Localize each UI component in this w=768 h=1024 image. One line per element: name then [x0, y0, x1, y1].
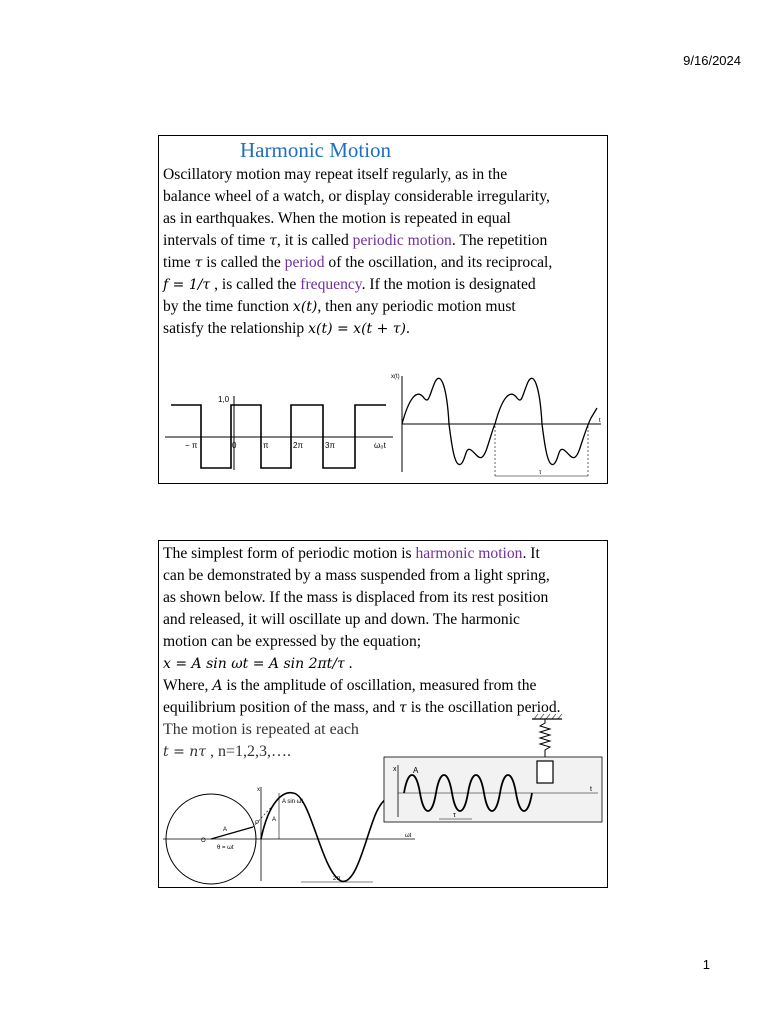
text-run: can be demonstrated by a mass suspended from a light spring,	[163, 567, 550, 584]
term-periodic-motion: periodic motion	[352, 232, 452, 249]
text-line	[163, 565, 605, 587]
math-periodic-relation: x(t) = x(t + τ)	[308, 321, 406, 337]
square-wave-figure	[161, 368, 401, 483]
amplitude-label: 1,0	[218, 395, 230, 404]
text-run: The simplest form of periodic motion is	[163, 545, 416, 562]
tick-label: 2π	[293, 441, 303, 450]
diagram-label: A	[223, 827, 228, 833]
diagram-label: x	[257, 787, 260, 793]
slide-title: Harmonic Motion	[240, 138, 392, 162]
math-amplitude: A	[212, 678, 223, 694]
text-line	[163, 653, 605, 675]
text-run: and released, it will oscillate up and down. The harmonic	[163, 611, 520, 628]
math-tau: τ	[399, 700, 407, 716]
diagram-label: θ = ωt	[217, 845, 234, 851]
period-label: τ	[539, 470, 542, 476]
text-line	[163, 587, 605, 609]
math-tau: τ	[194, 255, 203, 271]
mass-block	[537, 761, 553, 783]
math-frequency-formula: f = 1/τ	[163, 277, 211, 293]
diagram-label: A sin ωt	[282, 799, 304, 805]
text-line	[163, 675, 605, 697]
spring-mass-figure	[384, 709, 606, 831]
text-run: Oscillatory motion may repeat itself regularly, as in the	[163, 166, 508, 183]
text-run: , is called the	[210, 276, 301, 293]
y-axis-label: x(t)	[391, 374, 400, 380]
phasor-sine-figure	[161, 781, 419, 887]
text-line	[163, 230, 605, 252]
text-run: is the amplitude of oscillation, measured from the	[222, 677, 537, 694]
diagram-label: t	[590, 786, 592, 793]
text-line	[163, 318, 605, 340]
text-run: , then any periodic motion must	[317, 298, 516, 315]
text-run: . The repetition	[451, 232, 548, 249]
slide-harmonic-motion-example	[158, 540, 608, 888]
text-line	[163, 609, 605, 631]
term-frequency: frequency	[300, 276, 362, 293]
spring	[540, 719, 550, 761]
text-run: balance wheel of a watch, or display considerable irregularity,	[163, 188, 550, 205]
diagram-label: P	[255, 821, 260, 827]
text-line	[163, 274, 605, 296]
diagram-label: A	[413, 766, 419, 775]
diagram-label: O	[201, 838, 206, 844]
header-date: 9/16/2024	[683, 53, 741, 68]
tick-label: π	[263, 441, 269, 450]
text-line	[163, 186, 605, 208]
math-repeat-time: t = nτ	[163, 744, 207, 760]
text-run: .	[344, 655, 353, 672]
periodic-curve	[402, 378, 597, 464]
diagram-label: ωt	[405, 833, 412, 839]
text-run: is the oscillation period.	[406, 699, 561, 716]
diagram-label: 2π	[333, 876, 341, 882]
rotating-vector	[211, 827, 253, 839]
text-run: is called the	[202, 254, 285, 271]
term-period: period	[284, 254, 325, 271]
math-tau: τ	[269, 233, 277, 249]
math-xt: x(t)	[292, 299, 318, 315]
text-run: Where,	[163, 677, 213, 694]
text-run: as shown below. If the mass is displaced from its rest position	[163, 589, 549, 606]
tick-label: − π	[185, 441, 198, 450]
t-axis-label: t	[599, 418, 601, 424]
math-harmonic-equation: x = A sin ωt = A sin 2πt/τ	[163, 656, 345, 672]
text-line	[163, 543, 605, 565]
text-run: time	[163, 254, 195, 271]
text-run: motion can be expressed by the equation;	[163, 633, 422, 650]
page-number: 1	[702, 957, 710, 972]
text-line	[163, 631, 605, 653]
periodic-wave-figure	[391, 368, 605, 483]
text-run: .	[406, 320, 410, 337]
text-run: equilibrium position of the mass, and	[163, 699, 400, 716]
text-run: of the oscillation, and its reciprocal,	[324, 254, 553, 271]
text-run: satisfy the relationship	[163, 320, 309, 337]
diagram-label: x	[393, 766, 397, 773]
text-run: The motion is repeated at each	[163, 721, 359, 738]
tick-label: 3π	[325, 441, 335, 450]
text-run: , it is called	[276, 232, 353, 249]
diagram-label: A	[272, 817, 277, 823]
diagram-label: τ	[453, 812, 456, 819]
text-run: intervals of time	[163, 232, 270, 249]
text-line	[163, 164, 605, 186]
text-line	[163, 252, 605, 274]
axis-label: ω₀t	[374, 441, 386, 450]
text-run: as in earthquakes. When the motion is repeated in equal	[163, 210, 511, 227]
text-run: , n=1,2,3,….	[206, 743, 292, 760]
intro-paragraph	[163, 164, 605, 340]
text-line	[163, 208, 605, 230]
tick-label: 0	[232, 441, 237, 450]
text-run: . It	[522, 545, 540, 562]
text-line	[163, 296, 605, 318]
slide-harmonic-motion	[158, 135, 608, 484]
term-harmonic-motion: harmonic motion	[415, 545, 523, 562]
text-run: by the time function	[163, 298, 293, 315]
ceiling-hatch	[534, 714, 562, 719]
text-run: . If the motion is designated	[361, 276, 536, 293]
